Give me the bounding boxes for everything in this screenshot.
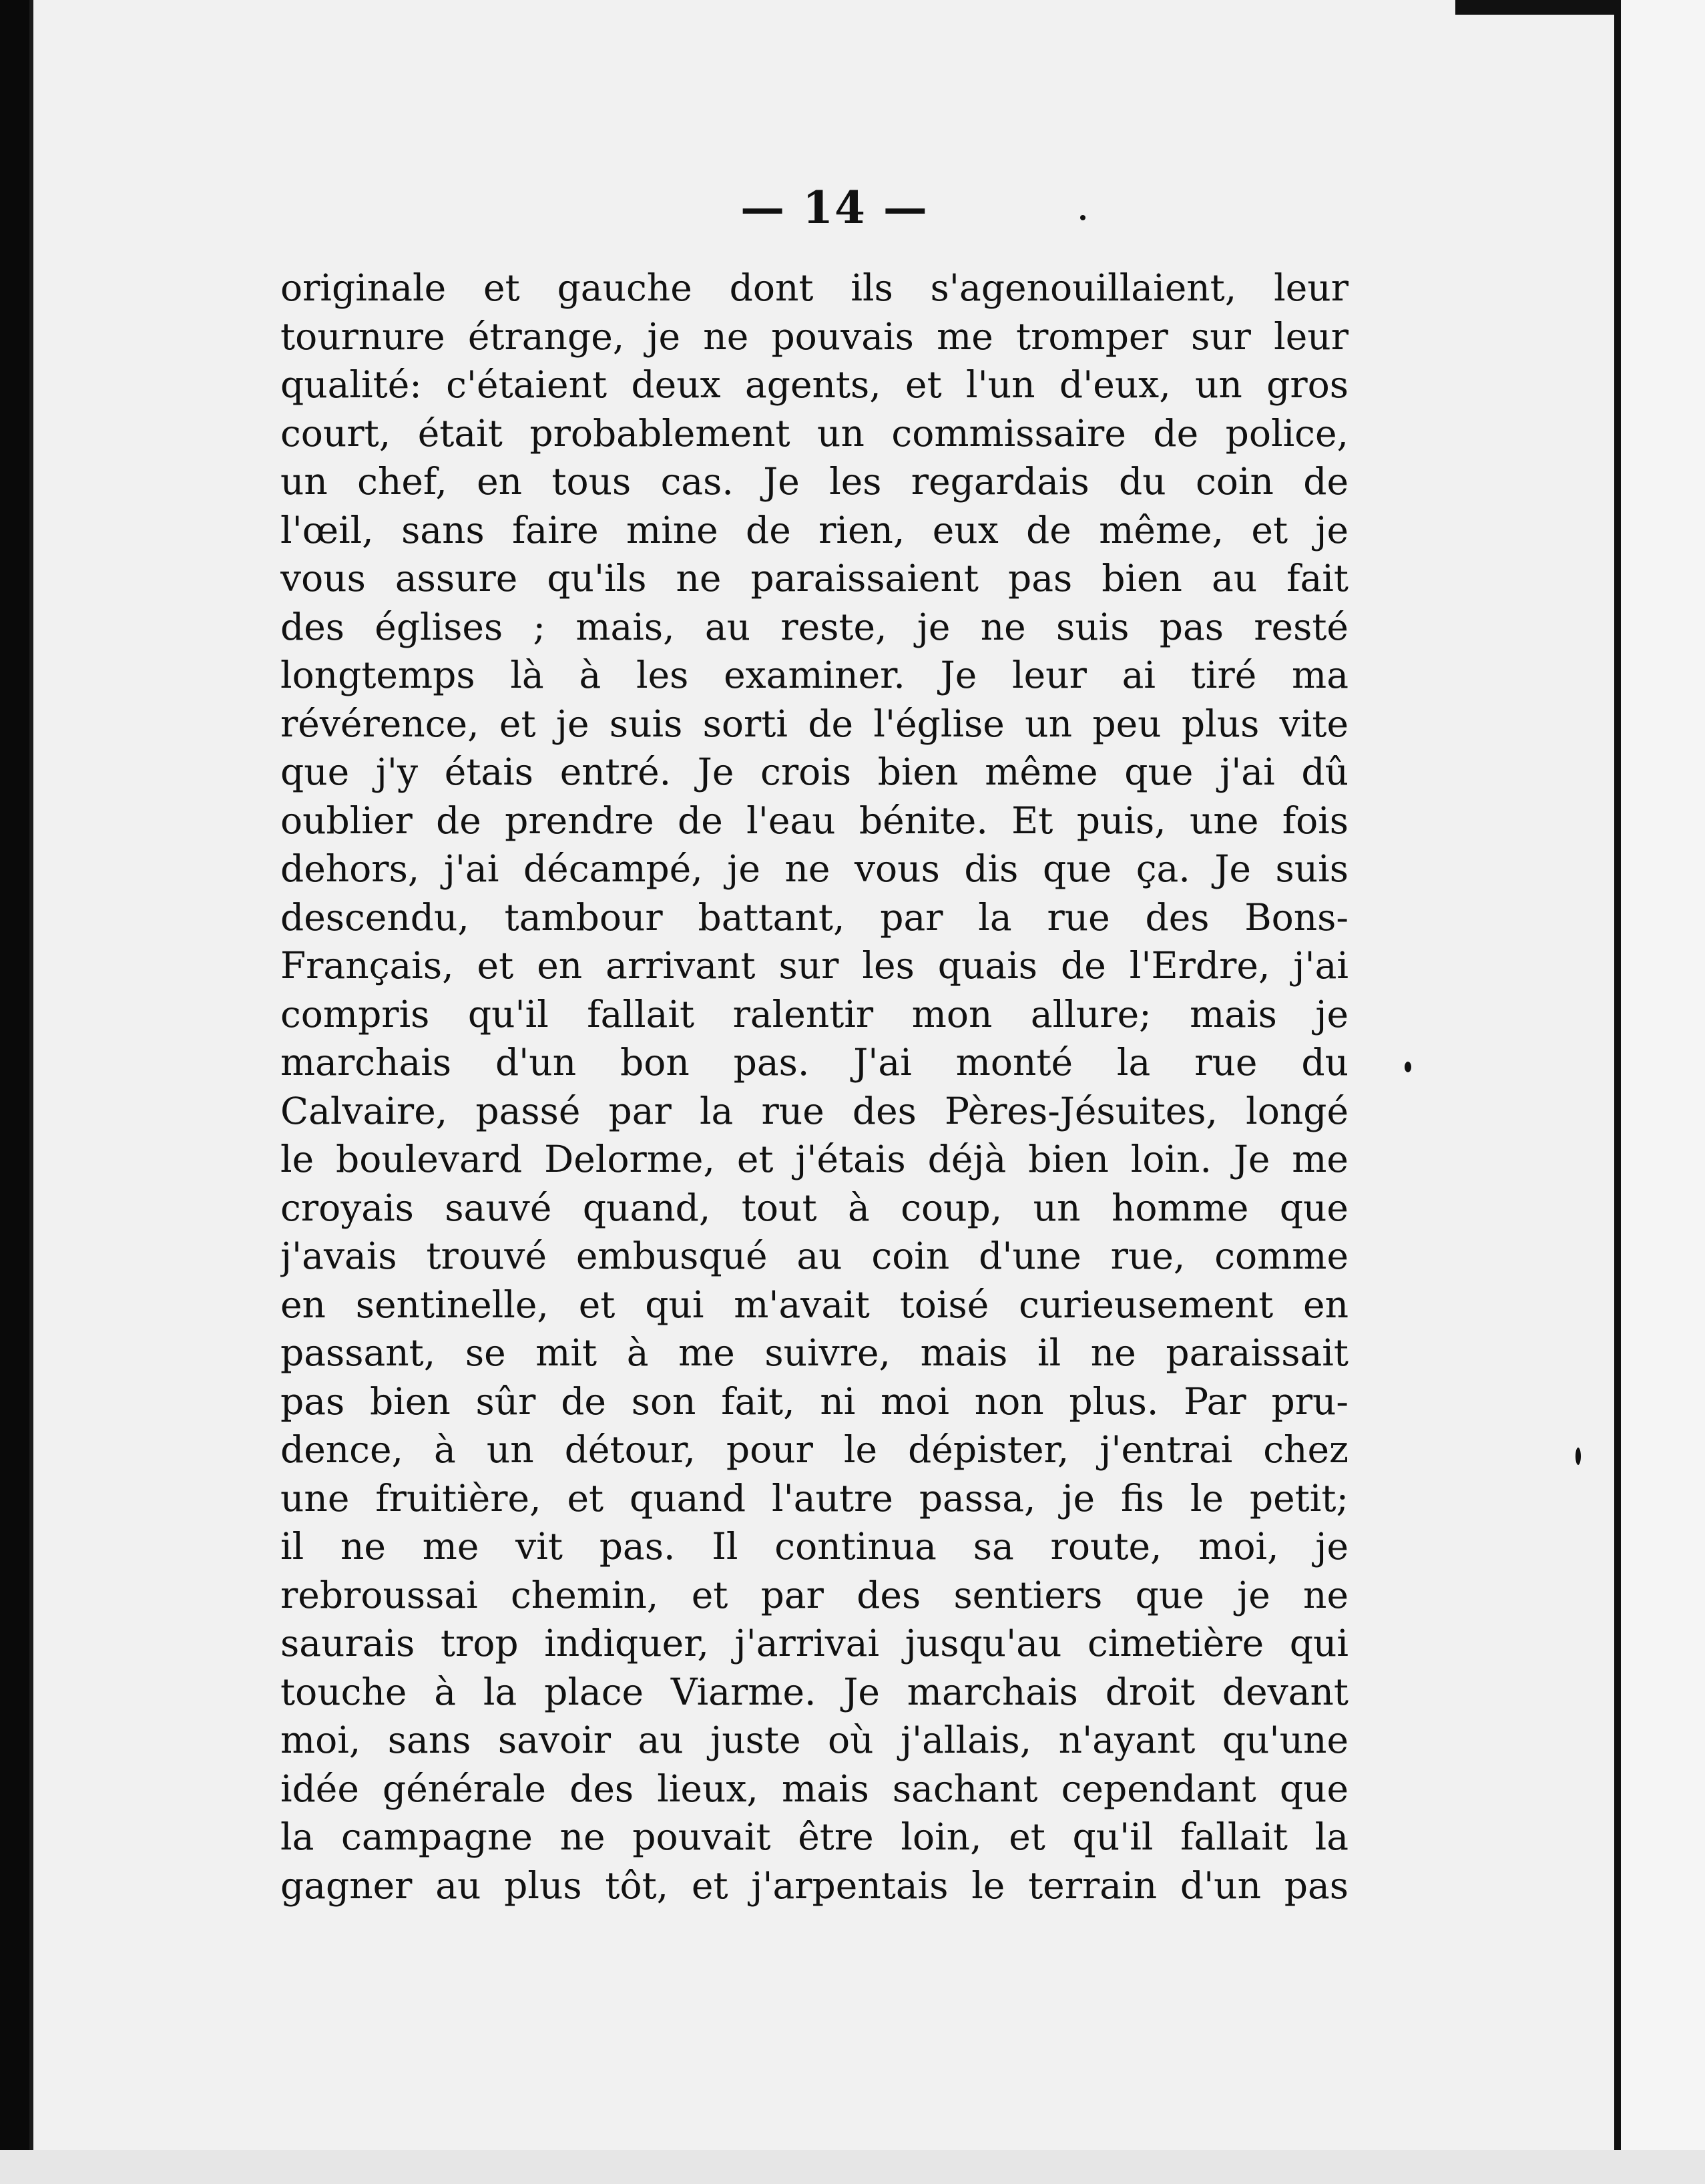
text-line: dence, à un détour, pour le dépister, j'entrai chez: [280, 1428, 1349, 1471]
text-line: saurais trop indiquer, j'arrivai jusqu'au cimetière qui: [280, 1622, 1349, 1665]
text-line: des églises ; mais, au reste, je ne suis pas resté: [280, 605, 1349, 648]
text-line: croyais sauvé quand, tout à coup, un homme que: [280, 1186, 1349, 1229]
text-line: Français, et en arrivant sur les quais de l'Erdre, j'ai: [280, 944, 1349, 987]
text-line: gagner au plus tôt, et j'arpentais le terrain d'un pas: [280, 1864, 1349, 1907]
text-line: que j'y étais entré. Je crois bien même que j'ai dû: [280, 750, 1349, 793]
text-line: la campagne ne pouvait être loin, et qu'il fallait la: [280, 1815, 1349, 1858]
text-line: idée générale des lieux, mais sachant cependant que: [280, 1767, 1349, 1810]
text-line: en sentinelle, et qui m'avait toisé curieusement en: [280, 1283, 1349, 1326]
ink-speck: [1575, 1448, 1581, 1465]
text-line: j'avais trouvé embusqué au coin d'une rue, comme: [280, 1235, 1349, 1277]
text-line: vous assure qu'ils ne paraissaient pas bien au fait: [280, 557, 1349, 600]
ink-speck: [1405, 1062, 1411, 1072]
adjacent-page-strip: [1621, 0, 1705, 2184]
text-line: court, était probablement un commissaire de police,: [280, 411, 1349, 455]
text-line: descendu, tambour battant, par la rue des Bons-: [280, 895, 1349, 939]
top-scan-mark: [1455, 0, 1621, 15]
text-line: originale et gauche dont ils s'agenouillaient, leur: [280, 266, 1349, 309]
text-line: longtemps là à les examiner. Je leur ai tiré ma: [280, 654, 1349, 696]
text-line: Calvaire, passé par la rue des Pères-Jésuites, longé: [280, 1089, 1349, 1132]
text-line: marchais d'un bon pas. J'ai monté la rue du: [280, 1041, 1349, 1084]
left-scan-border: [0, 0, 29, 2184]
text-line: pas bien sûr de son fait, ni moi non plus. Par pru-: [280, 1379, 1349, 1423]
text-line: qualité: c'étaient deux agents, et l'un d'eux, un gros: [280, 363, 1349, 406]
text-line: passant, se mit à me suivre, mais il ne paraissait: [280, 1331, 1349, 1374]
text-line: rebroussai chemin, et par des sentiers que je ne: [280, 1573, 1349, 1616]
ink-speck: [1080, 215, 1085, 220]
bottom-scan-shade: [0, 2150, 1705, 2184]
text-line: l'œil, sans faire mine de rien, eux de même, et je: [280, 508, 1349, 552]
text-line: révérence, et je suis sorti de l'église un peu plus vite: [280, 702, 1349, 745]
text-line: il ne me vit pas. Il continua sa route, moi, je: [280, 1525, 1349, 1568]
right-page-edge: [1614, 13, 1621, 2184]
text-line: oublier de prendre de l'eau bénite. Et puis, une fois: [280, 799, 1349, 842]
text-line: moi, sans savoir au juste où j'allais, n'ayant qu'une: [280, 1719, 1349, 1761]
left-binding-shadow: [29, 0, 33, 2184]
text-line: tournure étrange, je ne pouvais me tromper sur leur: [280, 314, 1349, 358]
text-line: compris qu'il fallait ralentir mon allure; mais je: [280, 992, 1349, 1036]
page-number-header: — 14 —: [740, 182, 929, 234]
text-line: dehors, j'ai décampé, je ne vous dis que ça. Je suis: [280, 847, 1349, 890]
body-text: [280, 264, 1349, 1910]
text-line: touche à la place Viarme. Je marchais droit devant: [280, 1670, 1349, 1713]
text-line: une fruitière, et quand l'autre passa, je fis le petit;: [280, 1476, 1349, 1520]
text-line: un chef, en tous cas. Je les regardais du coin de: [280, 460, 1349, 503]
text-line: le boulevard Delorme, et j'étais déjà bien loin. Je me: [280, 1138, 1349, 1180]
